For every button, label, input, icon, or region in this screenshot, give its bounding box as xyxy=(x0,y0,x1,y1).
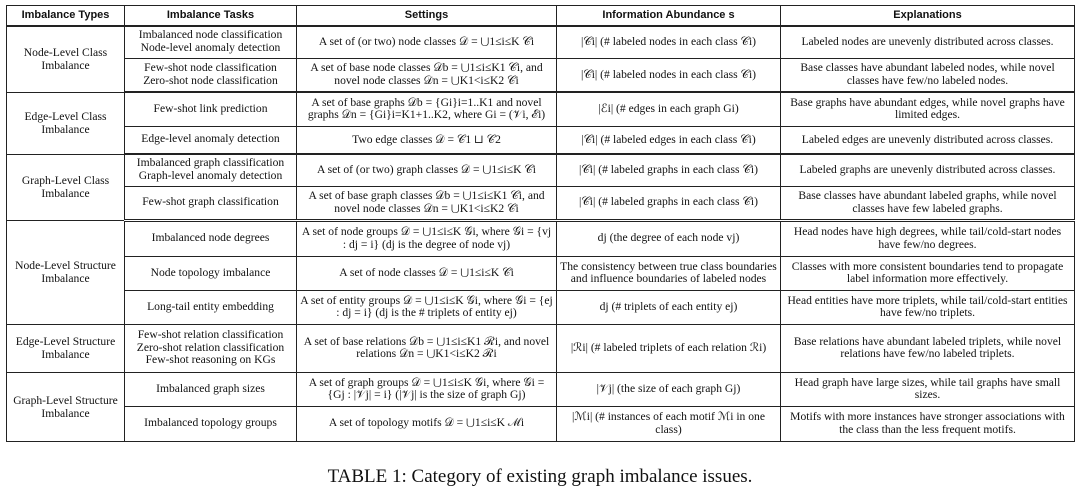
information-abundance-cell: |𝒱j| (the size of each graph Gj) xyxy=(557,372,781,406)
imbalance-type-cell: Graph-Level Class Imbalance xyxy=(7,154,125,220)
task-label: Few-shot graph classification xyxy=(142,195,279,209)
task-label: Graph-level anomaly detection xyxy=(138,169,283,183)
imbalance-tasks-cell xyxy=(125,154,297,186)
imbalance-tasks-cell xyxy=(125,372,297,406)
explanation-cell: Head entities have more triplets, while tail/cold-start entities have few/no triplets. xyxy=(781,290,1075,324)
table-row xyxy=(7,290,1075,324)
information-abundance-cell: The consistency between true class boundaries and influence boundaries of labeled nodes xyxy=(557,256,781,290)
table-row xyxy=(7,154,1075,186)
table-row xyxy=(7,220,1075,256)
table-row xyxy=(7,58,1075,92)
table-row xyxy=(7,324,1075,372)
information-abundance-cell: |𝒞i| (# labeled nodes in each class 𝒞i) xyxy=(557,58,781,92)
explanation-cell: Base relations have abundant labeled triplets, while novel relations have few/no labeled triplets. xyxy=(781,324,1075,372)
settings-cell: A set of entity groups 𝒟 = ⋃1≤i≤K 𝒢i, where 𝒢i = {ej : dj = i} (dj is the # triplets of entity ej) xyxy=(297,290,557,324)
task-label: Zero-shot node classification xyxy=(143,73,278,87)
information-abundance-cell: |ℳi| (# instances of each motif ℳi in one class) xyxy=(557,406,781,441)
task-label: Zero-shot relation classification xyxy=(136,340,285,354)
imbalance-tasks-cell xyxy=(125,256,297,290)
task-label: Imbalanced graph sizes xyxy=(156,381,265,395)
table-row xyxy=(7,406,1075,441)
task-label: Node-level anomaly detection xyxy=(140,41,281,55)
imbalance-tasks-cell xyxy=(125,58,297,92)
settings-cell: A set of base graph classes 𝒟b = ⋃1≤i≤K1 𝒞i, and novel node classes 𝒟n = ⋃K1<i≤K2 𝒞i xyxy=(297,186,557,220)
table-row xyxy=(7,256,1075,290)
explanation-cell: Base classes have abundant labeled graphs, while novel classes have few labeled graphs. xyxy=(781,186,1075,220)
imbalance-tasks-cell xyxy=(125,324,297,372)
task-label: Edge-level anomaly detection xyxy=(141,132,280,146)
settings-cell: A set of base graphs 𝒟b = {Gi}i=1..K1 and novel graphs 𝒟n = {Gi}i=K1+1..K2, where Gi = (𝒱i, ℰi) xyxy=(297,92,557,126)
graph-imbalance-table xyxy=(6,5,1075,442)
imbalance-tasks-cell xyxy=(125,126,297,154)
explanation-cell: Head graph have large sizes, while tail graphs have small sizes. xyxy=(781,372,1075,406)
task-label: Few-shot node classification xyxy=(144,60,277,74)
task-label: Few-shot reasoning on KGs xyxy=(145,353,276,367)
task-label: Imbalanced topology groups xyxy=(144,416,277,430)
task-label: Imbalanced graph classification xyxy=(136,156,285,170)
task-label: Node topology imbalance xyxy=(150,265,271,279)
header-information-abundance: Information Abundance s xyxy=(557,6,781,27)
table-row xyxy=(7,372,1075,406)
settings-cell: A set of topology motifs 𝒟 = ⋃1≤i≤K ℳi xyxy=(297,406,557,441)
explanation-cell: Labeled graphs are unevenly distributed across classes. xyxy=(781,154,1075,186)
information-abundance-cell: |ℛi| (# labeled triplets of each relation ℛi) xyxy=(557,324,781,372)
settings-cell: A set of graph groups 𝒟 = ⋃1≤i≤K 𝒢i, where 𝒢i = {Gj : |𝒱j| = i} (|𝒱j| is the size of graph Gj) xyxy=(297,372,557,406)
task-label: Few-shot link prediction xyxy=(153,101,268,115)
table-caption: TABLE 1: Category of existing graph imbalance issues. xyxy=(327,466,753,487)
settings-cell: A set of node groups 𝒟 = ⋃1≤i≤K 𝒢i, where 𝒢i = {vj : dj = i} (dj is the degree of node vj) xyxy=(297,220,557,256)
explanation-cell: Base graphs have abundant edges, while novel graphs have limited edges. xyxy=(781,92,1075,126)
explanation-cell: Motifs with more instances have stronger associations with the class than the less frequent motifs. xyxy=(781,406,1075,441)
header-explanations: Explanations xyxy=(781,6,1075,27)
imbalance-tasks-cell xyxy=(125,26,297,58)
information-abundance-cell: dj (# triplets of each entity ej) xyxy=(557,290,781,324)
explanation-cell: Labeled edges are unevenly distributed across classes. xyxy=(781,126,1075,154)
information-abundance-cell: |𝒞i| (# labeled nodes in each class 𝒞i) xyxy=(557,26,781,58)
task-label: Imbalanced node degrees xyxy=(151,231,270,245)
imbalance-tasks-cell xyxy=(125,220,297,256)
imbalance-tasks-cell xyxy=(125,290,297,324)
explanation-cell: Base classes have abundant labeled nodes, while novel classes have few/no labeled nodes. xyxy=(781,58,1075,92)
imbalance-tasks-cell xyxy=(125,92,297,126)
task-label: Imbalanced node classification xyxy=(138,28,283,42)
imbalance-type-cell: Node-Level Structure Imbalance xyxy=(7,220,125,324)
settings-cell: A set of (or two) graph classes 𝒟 = ⋃1≤i≤K 𝒞i xyxy=(297,154,557,186)
imbalance-tasks-cell xyxy=(125,406,297,441)
settings-cell: A set of base node classes 𝒟b = ⋃1≤i≤K1 𝒞i, and novel node classes 𝒟n = ⋃K1<i≤K2 𝒞i xyxy=(297,58,557,92)
header-imbalance-types: Imbalance Types xyxy=(7,6,125,27)
imbalance-type-cell: Node-Level Class Imbalance xyxy=(7,26,125,92)
information-abundance-cell: |𝒞i| (# labeled edges in each class 𝒞i) xyxy=(557,126,781,154)
settings-cell: Two edge classes 𝒟 = 𝒞1 ⊔ 𝒞2 xyxy=(297,126,557,154)
task-label: Long-tail entity embedding xyxy=(147,299,274,313)
explanation-cell: Head nodes have high degrees, while tail/cold-start nodes have few/no degrees. xyxy=(781,220,1075,256)
table-header-row xyxy=(7,6,1075,27)
imbalance-tasks-cell xyxy=(125,186,297,220)
header-settings: Settings xyxy=(297,6,557,27)
settings-cell: A set of (or two) node classes 𝒟 = ⋃1≤i≤K 𝒞i xyxy=(297,26,557,58)
table-row xyxy=(7,26,1075,58)
information-abundance-cell: |𝒞i| (# labeled graphs in each class 𝒞i) xyxy=(557,154,781,186)
explanation-cell: Classes with more consistent boundaries tend to propagate label information more effectively. xyxy=(781,256,1075,290)
imbalance-type-cell: Edge-Level Class Imbalance xyxy=(7,92,125,154)
imbalance-type-cell: Graph-Level Structure Imbalance xyxy=(7,372,125,441)
settings-cell: A set of node classes 𝒟 = ⋃1≤i≤K 𝒞i xyxy=(297,256,557,290)
table-row xyxy=(7,126,1075,154)
imbalance-type-cell: Edge-Level Structure Imbalance xyxy=(7,324,125,372)
table-row xyxy=(7,186,1075,220)
table-row xyxy=(7,92,1075,126)
information-abundance-cell: |𝒞i| (# labeled graphs in each class 𝒞i) xyxy=(557,186,781,220)
table-body xyxy=(7,26,1075,441)
information-abundance-cell: dj (the degree of each node vj) xyxy=(557,220,781,256)
explanation-cell: Labeled nodes are unevenly distributed across classes. xyxy=(781,26,1075,58)
task-label: Few-shot relation classification xyxy=(137,327,284,341)
header-imbalance-tasks: Imbalance Tasks xyxy=(125,6,297,27)
information-abundance-cell: |ℰi| (# edges in each graph Gi) xyxy=(557,92,781,126)
settings-cell: A set of base relations 𝒟b = ⋃1≤i≤K1 ℛi, and novel relations 𝒟n = ⋃K1<i≤K2 ℛi xyxy=(297,324,557,372)
